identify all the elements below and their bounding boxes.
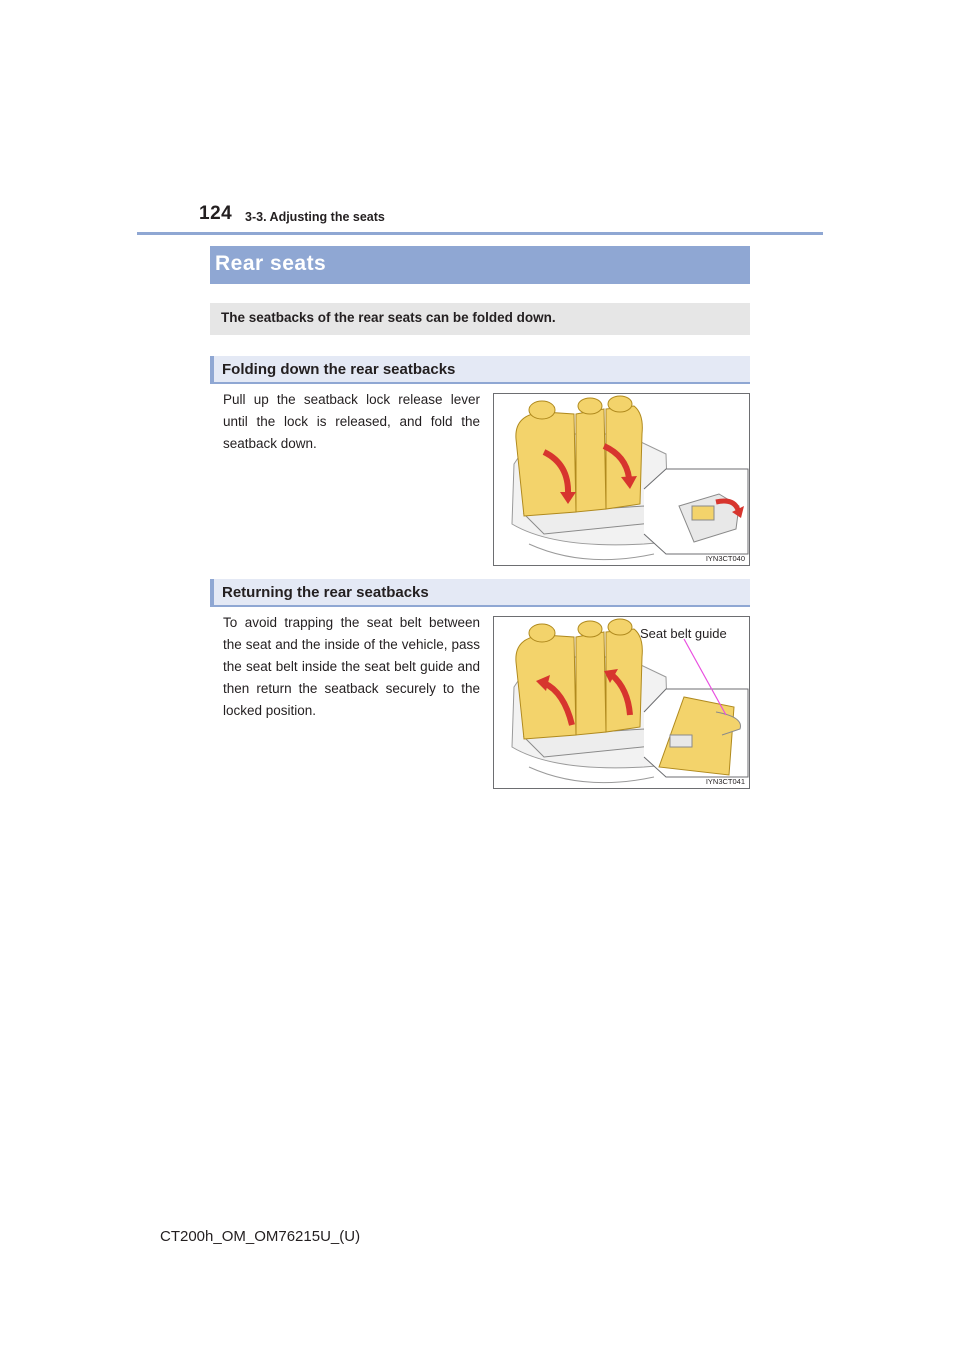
returning-figure [493,616,750,789]
figure-code-1: IYN3CT040 [705,554,745,563]
seat-belt-guide-label: Seat belt guide [640,626,727,641]
page-number: 124 [199,203,233,224]
document-code: CT200h_OM_OM76215U_(U) [160,1228,361,1245]
section-label: 3-3. Adjusting the seats [245,210,385,224]
folding-figure [493,393,750,566]
summary-box [210,303,750,335]
subheading-returning [210,579,750,607]
header-rule [137,232,823,235]
figure-code-2: IYN3CT041 [705,777,745,786]
folding-illustration [494,394,750,566]
folding-instructions: Pull up the seatback lock release lever until the lock is released, and fold the seatback down. [223,392,480,451]
returning-illustration [494,617,750,789]
returning-instructions: To avoid trapping the seat belt between the seat and the inside of the vehicle, pass the seat belt inside the seat belt guide and then return the seatback securely to the locked position. [223,615,480,718]
page-title: Rear seats [215,252,327,275]
subheading-folding-label: Folding down the rear seatbacks [222,361,456,378]
title-bar [210,246,750,284]
summary-text: The seatbacks of the rear seats can be folded down. [221,310,556,325]
subheading-returning-label: Returning the rear seatbacks [222,584,429,601]
subheading-folding [210,356,750,384]
